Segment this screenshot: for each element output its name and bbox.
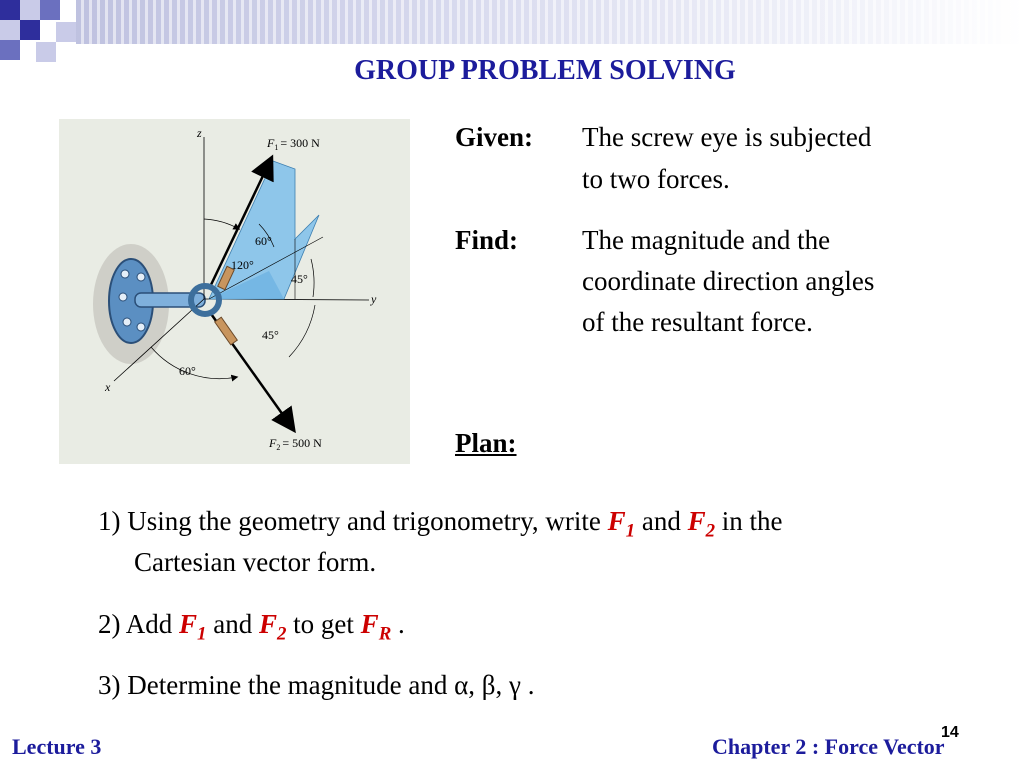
f2-value: = 500 N (282, 436, 322, 450)
angle-60-top: 60° (255, 234, 272, 248)
var-f1: $F_1$ (179, 609, 207, 645)
var-f2: $F_2$ (687, 506, 716, 542)
angle-45-bottom: 45° (262, 328, 279, 342)
axis-z-label: z (197, 126, 202, 140)
step2-end: . (398, 609, 405, 639)
plan-step-1-line2: Cartesian vector form. (134, 547, 377, 577)
step2-text-b: to get (293, 609, 354, 639)
f1-value: = 300 N (280, 136, 320, 150)
axis-y-label: y (371, 292, 377, 306)
plan-step-1 (98, 506, 783, 542)
footer-lecture: Lecture 3 (12, 734, 102, 759)
footer-chapter: Chapter 2 : Force Vector (712, 734, 945, 759)
step2-text-a: 2) Add (98, 609, 173, 639)
given-text-line2: to two forces. (582, 164, 730, 194)
deco-square (0, 0, 20, 20)
f2-label: F (269, 436, 277, 450)
deco-square (0, 20, 20, 40)
deco-square (20, 0, 40, 20)
page-number: 14 (941, 724, 959, 741)
var-fr: $F_R$ (360, 609, 392, 645)
find-text-line1: The magnitude and the (582, 225, 831, 255)
plan-label: Plan: (455, 428, 517, 458)
header-band-stripes (76, 0, 1024, 44)
screw-eye-figure (59, 119, 410, 464)
force-diagram (59, 119, 410, 464)
given-text-line1: The screw eye is subjected (582, 122, 872, 152)
find-text-line2: coordinate direction angles (582, 266, 875, 296)
angle-60-bottom: 60° (179, 364, 196, 378)
var-f1: $F_1$ (607, 506, 636, 542)
given-label: Given: (455, 122, 533, 152)
deco-square (20, 20, 40, 40)
plan-step-3: 3) Determine the magnitude and α, β, γ . (98, 670, 535, 700)
step1-and: and (641, 506, 681, 536)
axis-x-label: x (105, 380, 111, 394)
f2-subscript: 2 (276, 443, 281, 452)
find-text-line3: of the resultant force. (582, 307, 813, 337)
find-label: Find: (455, 225, 519, 255)
step1-text-a: 1) Using the geometry and trigonometry, write (98, 506, 601, 536)
angle-45-top: 45° (291, 272, 308, 286)
f1-label: F (267, 136, 275, 150)
svg-text:F2= 500 N (268, 436, 322, 452)
f1-subscript: 1 (274, 143, 279, 152)
step2-and: and (213, 609, 253, 639)
slide-title: GROUP PROBLEM SOLVING (354, 55, 736, 86)
angle-120: 120° (231, 258, 254, 272)
plan-step-2 (98, 609, 405, 645)
var-f2: $F_2$ (258, 609, 287, 645)
svg-text:F1= 300 N (266, 136, 320, 152)
step1-text-b: in the (721, 506, 783, 536)
deco-square (56, 22, 76, 42)
deco-square (40, 0, 60, 20)
